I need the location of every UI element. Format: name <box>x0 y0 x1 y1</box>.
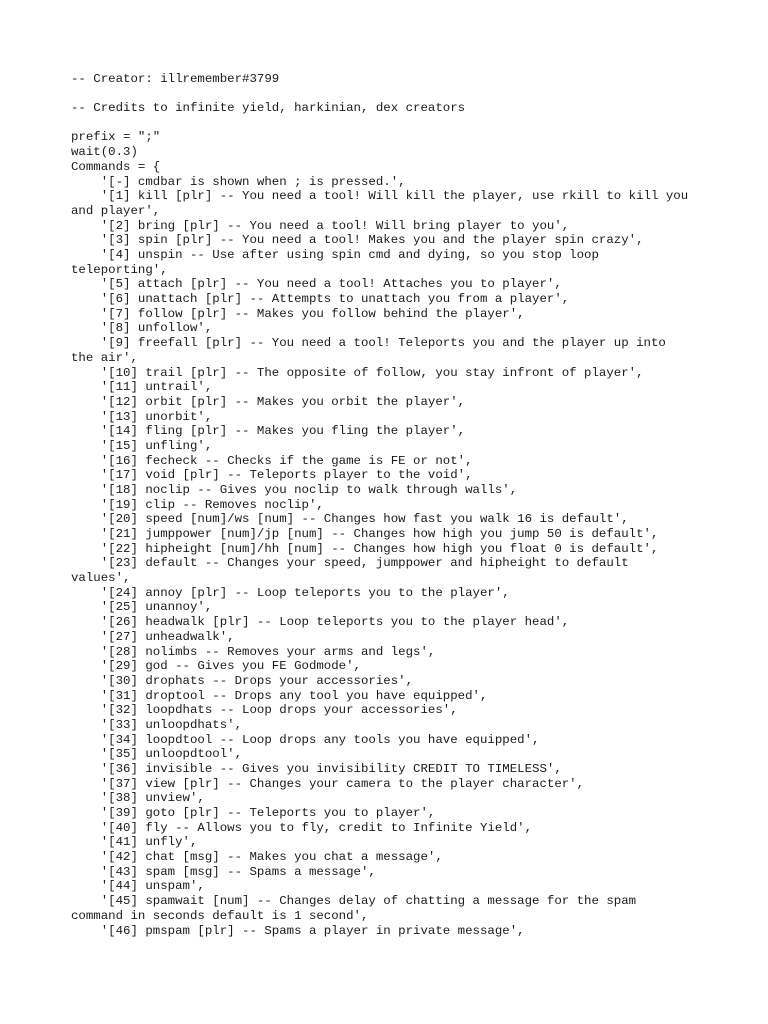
text-line: '[14] fling [plr] -- Makes you fling the player', <box>71 424 466 438</box>
text-line: '[21] jumppower [num]/jp [num] -- Changes how high you jump 50 is default', <box>71 527 659 541</box>
text-line: '[11] untrail', <box>71 380 213 394</box>
text-line: '[39] goto [plr] -- Teleports you to player', <box>71 806 436 820</box>
text-line: '[30] drophats -- Drops your accessories', <box>71 674 414 688</box>
text-line: '[26] headwalk [plr] -- Loop teleports you to the player head', <box>71 615 570 629</box>
text-line: '[35] unloopdtool', <box>71 747 243 761</box>
text-line: '[7] follow [plr] -- Makes you follow behind the player', <box>71 307 525 321</box>
text-line: '[10] trail [plr] -- The opposite of follow, you stay infront of player', <box>71 366 644 380</box>
text-line: '[45] spamwait [num] -- Changes delay of chatting a message for the spam <box>71 894 637 908</box>
text-line: '[17] void [plr] -- Teleports player to the void', <box>71 468 473 482</box>
text-line: '[6] unattach [plr] -- Attempts to unattach you from a player', <box>71 292 570 306</box>
text-line: '[23] default -- Changes your speed, jumppower and hipheight to default <box>71 556 629 570</box>
text-line: '[42] chat [msg] -- Makes you chat a message', <box>71 850 443 864</box>
text-line: '[31] droptool -- Drops any tool you have equipped', <box>71 689 488 703</box>
text-line: -- Credits to infinite yield, harkinian, dex creators <box>71 101 466 115</box>
text-line: values', <box>71 571 131 585</box>
text-line: '[16] fecheck -- Checks if the game is FE or not', <box>71 454 473 468</box>
text-line: '[2] bring [plr] -- You need a tool! Will bring player to you', <box>71 219 570 233</box>
text-line: teleporting', <box>71 263 168 277</box>
text-line: '[33] unloopdhats', <box>71 718 243 732</box>
text-line: '[40] fly -- Allows you to fly, credit to Infinite Yield', <box>71 821 533 835</box>
text-line: '[12] orbit [plr] -- Makes you orbit the player', <box>71 395 466 409</box>
text-line: '[27] unheadwalk', <box>71 630 235 644</box>
text-line: command in seconds default is 1 second', <box>71 909 369 923</box>
text-line: the air', <box>71 351 138 365</box>
text-line: Commands = { <box>71 160 161 174</box>
text-line: '[28] nolimbs -- Removes your arms and legs', <box>71 645 436 659</box>
text-line: '[22] hipheight [num]/hh [num] -- Changes how high you float 0 is default', <box>71 542 659 556</box>
text-line: '[32] loopdhats -- Loop drops your accessories', <box>71 703 458 717</box>
text-line: '[8] unfollow', <box>71 321 213 335</box>
text-line: '[3] spin [plr] -- You need a tool! Makes you and the player spin crazy', <box>71 233 644 247</box>
text-line: '[4] unspin -- Use after using spin cmd and dying, so you stop loop <box>71 248 599 262</box>
text-line: prefix = ";" <box>71 130 161 144</box>
text-line: '[46] pmspam [plr] -- Spams a player in private message', <box>71 924 525 938</box>
text-line: '[19] clip -- Removes noclip', <box>71 498 324 512</box>
text-line: and player', <box>71 204 161 218</box>
text-line: -- Creator: illremember#3799 <box>71 72 280 86</box>
text-line: '[44] unspam', <box>71 879 205 893</box>
text-line: '[37] view [plr] -- Changes your camera to the player character', <box>71 777 585 791</box>
text-line: '[38] unview', <box>71 791 205 805</box>
text-line: '[24] annoy [plr] -- Loop teleports you to the player', <box>71 586 510 600</box>
text-line: '[36] invisible -- Gives you invisibility CREDIT TO TIMELESS', <box>71 762 562 776</box>
text-line: '[13] unorbit', <box>71 410 213 424</box>
text-line: '[29] god -- Gives you FE Godmode', <box>71 659 361 673</box>
text-line: '[1] kill [plr] -- You need a tool! Will kill the player, use rkill to kill you <box>71 189 689 203</box>
text-line: '[41] unfly', <box>71 835 198 849</box>
text-line: '[5] attach [plr] -- You need a tool! Attaches you to player', <box>71 277 562 291</box>
text-line: '[9] freefall [plr] -- You need a tool! Teleports you and the player up into <box>71 336 666 350</box>
text-line: '[25] unannoy', <box>71 600 213 614</box>
text-line: '[43] spam [msg] -- Spams a message', <box>71 865 376 879</box>
text-line: '[20] speed [num]/ws [num] -- Changes how fast you walk 16 is default', <box>71 512 629 526</box>
text-line: '[34] loopdtool -- Loop drops any tools you have equipped', <box>71 733 540 747</box>
text-line: '[-] cmdbar is shown when ; is pressed.', <box>71 175 406 189</box>
text-line: '[15] unfling', <box>71 439 213 453</box>
text-line: wait(0.3) <box>71 145 138 159</box>
document-page <box>71 0 711 1024</box>
text-line: '[18] noclip -- Gives you noclip to walk through walls', <box>71 483 518 497</box>
